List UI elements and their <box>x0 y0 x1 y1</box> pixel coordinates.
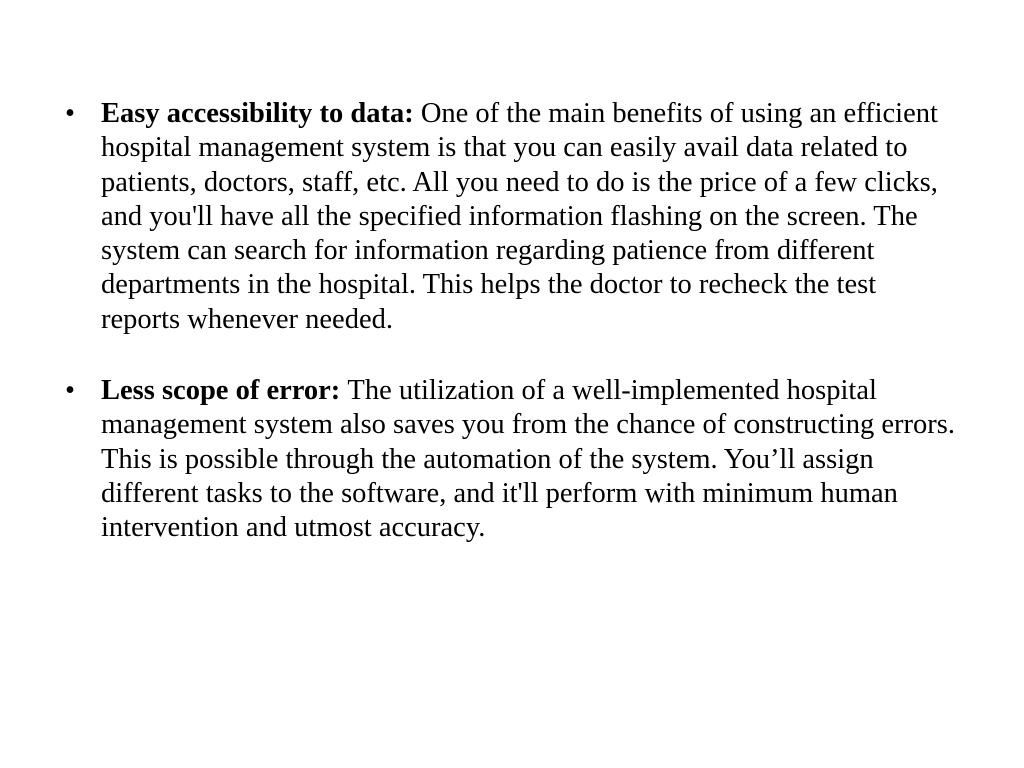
bullet-lead-less-scope-of-error: Less scope of error: <box>101 375 348 407</box>
bullet-text-easy-accessibility: One of the main benefits of using an efficient hospital management system is that you can easily avail data related to patients, doctors, staff, etc. All you need to do is the price of a few clicks, and you'll have all the specified information flashing on the screen. The system can search for information regarding patience from different departments in the hospital. This helps the doctor to recheck the test reports whenever needed. <box>101 98 938 335</box>
bullet-lead-easy-accessibility: Easy accessibility to data: <box>101 98 421 129</box>
bullet-item-easy-accessibility <box>60 97 960 337</box>
bullet-text-less-scope-of-error: The utilization of a well-implemented hospital management system also saves you from the chance of constructing errors. This is possible through the automation of the system. You’ll assign different tasks to the software, and it'll perform with minimum human intervention and utmost accuracy. <box>101 375 955 544</box>
bullet-dot-icon: • <box>65 98 75 129</box>
bullet-list <box>60 97 960 546</box>
bullet-item-less-scope-of-error <box>60 374 960 545</box>
bullet-dot-icon: • <box>65 375 75 407</box>
